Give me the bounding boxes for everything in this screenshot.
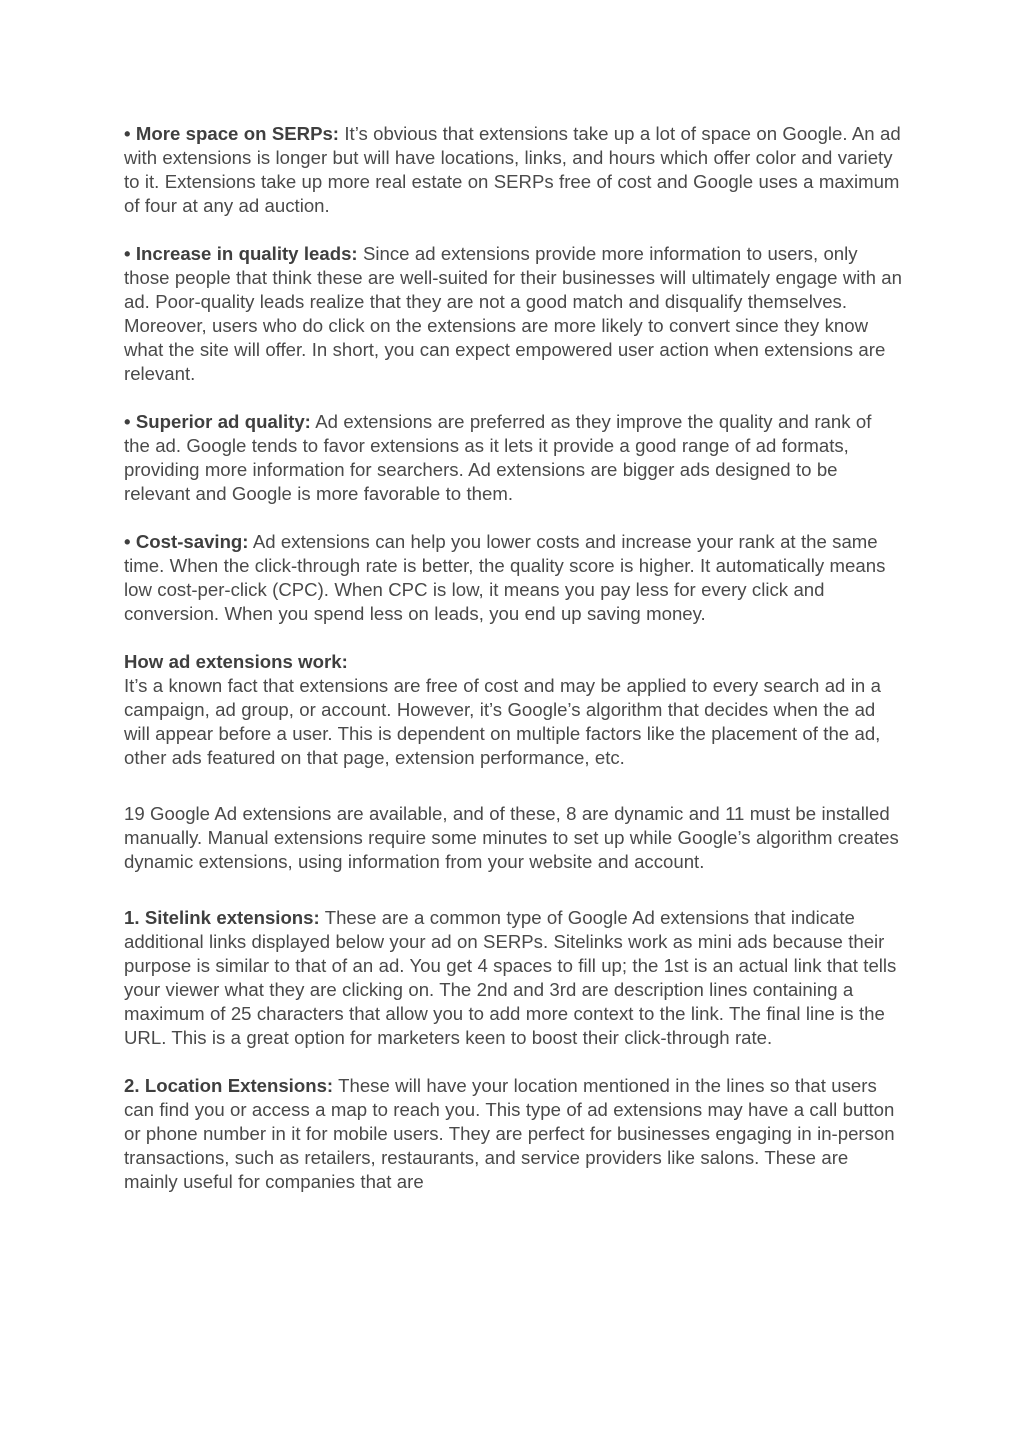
bullet-lead: • Cost-saving: xyxy=(124,531,249,552)
bullet-more-space xyxy=(124,122,902,218)
item-lead: 1. Sitelink extensions: xyxy=(124,907,320,928)
bullet-lead: • Increase in quality leads: xyxy=(124,243,358,264)
bullet-lead: • More space on SERPs: xyxy=(124,123,340,144)
bullet-superior-quality xyxy=(124,410,902,506)
bullet-text: Since ad extensions provide more information to users, only those people that think these are well-suited for their businesses will ultimately engage with an ad. Poor-quality leads realize that they are not a good match and disqualify themselves. Moreover, users who do click on the extensions are more likely to convert since they know what the site will offer. In short, you can expect empowered user action when extensions are relevant. xyxy=(124,243,902,384)
item-text: These will have your location mentioned in the lines so that users can find you or access a map to reach you. This type of ad extensions may have a call button or phone number in it for mobile users. They are perfect for businesses engaging in in-person transactions, such as retailers, restaurants, and service providers like salons. These are mainly useful for companies that are xyxy=(124,1075,895,1192)
intro-paragraph: 19 Google Ad extensions are available, and of these, 8 are dynamic and 11 must be installed manually. Manual extensions require some minutes to set up while Google’s algorithm creates dynamic extensions, using information from your website and account. xyxy=(124,803,899,872)
bullet-text: Ad extensions are preferred as they improve the quality and rank of the ad. Google tends to favor extensions as it lets it provide a good range of ad formats, providing more information for searchers. Ad extensions are bigger ads designed to be relevant and Google is more favorable to them. xyxy=(124,411,872,504)
document-body xyxy=(124,122,902,1218)
bullet-text: It’s obvious that extensions take up a lot of space on Google. An ad with extensions is longer but will have locations, links, and hours which offer color and variety to it. Extensions take up more real estate on SERPs free of cost and Google uses a maximum of four at any ad auction. xyxy=(124,123,901,216)
section-heading: How ad extensions work: xyxy=(124,651,348,672)
how-it-works-section xyxy=(124,650,902,770)
item-text: These are a common type of Google Ad extensions that indicate additional links displayed below your ad on SERPs. Sitelinks work as mini ads because their purpose is similar to that of an ad. You get 4 spaces to fill up; the 1st is an actual link that tells your viewer what they are clicking on. The 2nd and 3rd are description lines containing a maximum of 25 characters that allow you to add more context to the link. The final line is the URL. This is a great option for marketers keen to boost their click-through rate. xyxy=(124,907,897,1048)
section-text: It’s a known fact that extensions are free of cost and may be applied to every search ad in a campaign, ad group, or account. However, it’s Google’s algorithm that decides when the ad will appear before a user. This is dependent on multiple factors like the placement of the ad, other ads featured on that page, extension performance, etc. xyxy=(124,675,881,768)
item-sitelink-extensions xyxy=(124,906,902,1050)
bullet-cost-saving xyxy=(124,530,902,626)
bullet-lead: • Superior ad quality: xyxy=(124,411,311,432)
bullet-quality-leads xyxy=(124,242,902,386)
item-location-extensions xyxy=(124,1074,902,1194)
item-lead: 2. Location Extensions: xyxy=(124,1075,334,1096)
bullet-text: Ad extensions can help you lower costs and increase your rank at the same time. When the click-through rate is better, the quality score is higher. It automatically means low cost-per-click (CPC). When CPC is low, it means you pay less for every click and conversion. When you spend less on leads, you end up saving money. xyxy=(124,531,886,624)
